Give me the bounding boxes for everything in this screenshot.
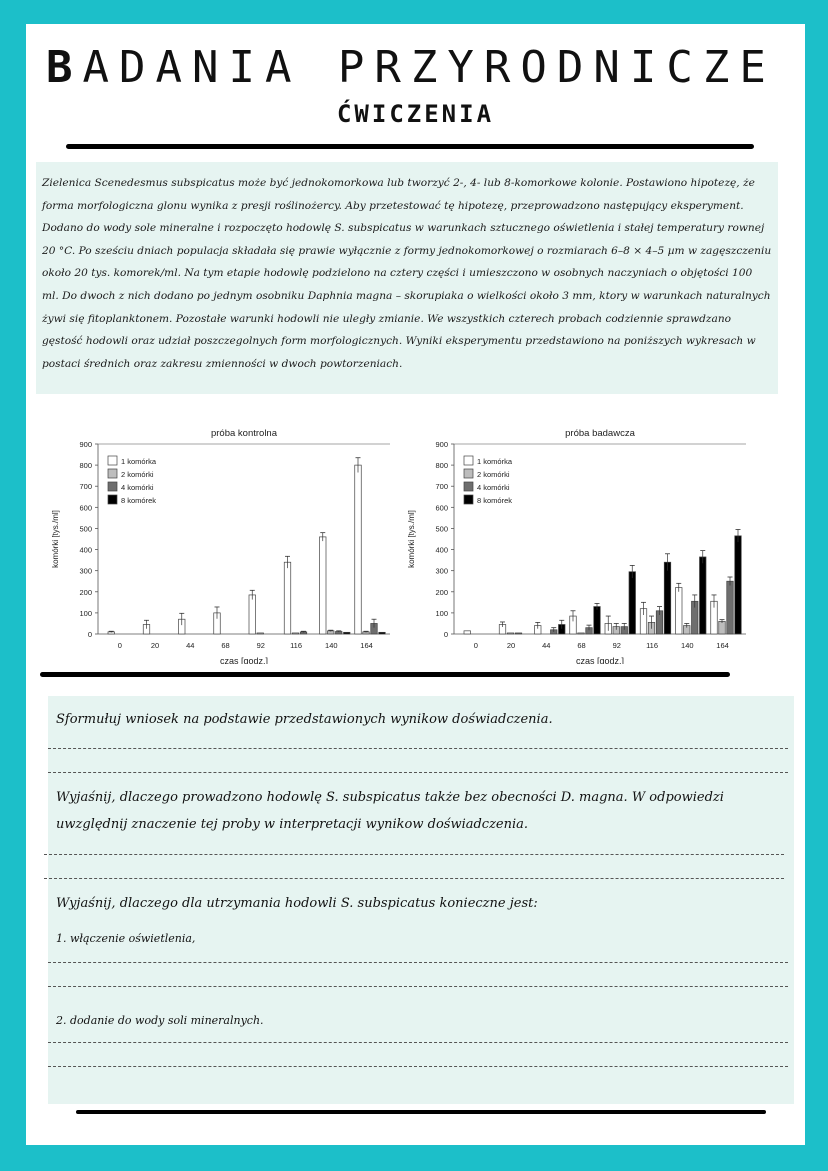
bar (578, 633, 585, 634)
chart-test (396, 414, 756, 664)
x-tick-label: 164 (360, 641, 373, 650)
x-tick-label: 20 (506, 641, 516, 650)
y-tick-label: 0 (87, 630, 92, 639)
y-axis-label: komórki [tys./ml] (407, 510, 416, 568)
legend-swatch (108, 495, 117, 504)
x-tick-label: 44 (542, 641, 551, 650)
bar (249, 595, 256, 634)
y-tick-label: 200 (79, 587, 92, 597)
legend-swatch (464, 456, 473, 465)
x-tick-label: 20 (150, 641, 160, 650)
bar (700, 557, 707, 634)
y-tick-label: 700 (435, 482, 448, 492)
x-tick-label: 116 (290, 641, 303, 650)
y-tick-label: 600 (79, 503, 92, 513)
bar (594, 607, 601, 634)
chart-control (40, 414, 400, 664)
legend-label: 8 komórek (477, 496, 513, 505)
bar (464, 631, 471, 634)
answer-line[interactable] (48, 986, 788, 987)
bar (515, 633, 522, 634)
y-tick-label: 400 (435, 545, 448, 555)
bar (719, 621, 726, 634)
y-tick-label: 100 (79, 608, 92, 618)
intro-box (36, 162, 778, 394)
bar (284, 562, 291, 634)
question-3-item-1: 1. włączenie oświetlenia, (56, 932, 196, 945)
bar (257, 633, 264, 634)
answer-line[interactable] (44, 854, 784, 855)
bar (676, 588, 683, 634)
question-3-item-2: 2. dodanie do wody soli mineralnych. (56, 1014, 264, 1027)
x-tick-label: 92 (256, 641, 265, 650)
bar (344, 632, 351, 634)
y-tick-label: 400 (79, 545, 92, 555)
page-subtitle: ĆWICZENIA (336, 100, 495, 128)
y-tick-label: 500 (79, 524, 92, 534)
legend-swatch (108, 456, 117, 465)
question-2: Wyjaśnij, dlaczego prowadzono hodowlę S. subspicatus także bez obecności D. magna. W odpowiedzi uwzględnij znaczenie tej proby w interpretacji wynikow doświadczenia. (56, 790, 724, 832)
y-tick-label: 500 (435, 524, 448, 534)
answer-line[interactable] (48, 1042, 788, 1043)
intro-text: Zielenica Scenedesmus subspicatus może być jednokomorkowa lub tworzyć 2-, 4- lub 8-komorkowe kolonie. Postawiono hipotezę, że forma morfologiczna glonu wynika z presji roślinożercy. Aby przetestować tę hipotezę, przeprowadzono następujący eksperyment. Dodano do wody sole mineralne i rozpoczęto hodowlę S. subspicatus w warunkach sztucznego oświetlenia i stałej temperatury rownej 20 °C. Po sześciu dniach populacja składała się prawie wyłącznie z formy jednokomorkowej o rozmiarach 6–8 × 4–5 µm w zagęszczeniu około 20 tys. komorek/ml. Na tym etapie hodowlę podzielono na cztery części i umieszczono w osobnych naczyniach o objętości 100 ml. Do dwoch z nich dodano po jednym osobniku Daphnia magna – skorupiaka o wielkości około 3 mm, ktory w warunkach naturalnych żywi się fitoplanktonem. Pozostałe warunki hodowli nie uległy zmianie. We wszystkich czterech probach codziennie sprawdzano gęstość hodowli oraz udział poszczegolnych form morfologicznych. Wyniki eksperymentu przedstawiono na poniższych wykresach w postaci średnich oraz zakresu zmienności w dwoch powtorzeniach. (42, 177, 772, 370)
legend-swatch (108, 469, 117, 478)
answer-line[interactable] (48, 748, 788, 749)
answer-line[interactable] (44, 878, 784, 879)
bar (629, 572, 636, 634)
bar (355, 465, 362, 634)
charts-divider (40, 672, 730, 677)
legend-label: 2 komórki (477, 470, 510, 479)
y-tick-label: 900 (79, 440, 92, 449)
bar (727, 581, 734, 634)
x-tick-label: 68 (577, 641, 586, 650)
bar (320, 537, 327, 634)
legend-label: 1 komórka (121, 457, 157, 466)
y-tick-label: 200 (435, 587, 448, 597)
x-tick-label: 68 (221, 641, 230, 650)
title-initial: B (46, 42, 83, 93)
y-tick-label: 900 (435, 440, 448, 449)
y-tick-label: 600 (435, 503, 448, 513)
question-3: Wyjaśnij, dlaczego dla utrzymania hodowli S. subspicatus konieczne jest: (56, 896, 538, 911)
y-tick-label: 0 (443, 630, 448, 639)
chart-title: próba badawcza (565, 428, 635, 439)
x-axis-label: czas [godz.] (575, 656, 625, 664)
x-tick-label: 44 (186, 641, 195, 650)
chart-test-svg (396, 414, 756, 664)
x-tick-label: 92 (612, 641, 621, 650)
y-tick-label: 800 (435, 461, 448, 471)
y-tick-label: 700 (79, 482, 92, 492)
bar (507, 633, 514, 634)
worksheet-page (26, 24, 805, 1145)
legend-swatch (108, 482, 117, 491)
x-tick-label: 0 (117, 641, 122, 650)
answer-line[interactable] (48, 772, 788, 773)
x-axis-label: czas [godz.] (219, 656, 269, 664)
y-tick-label: 300 (79, 566, 92, 576)
title-rest: ADANIA PRZYRODNICZE (82, 42, 776, 93)
x-tick-label: 0 (473, 641, 478, 650)
questions-box (48, 696, 794, 1104)
legend-swatch (464, 495, 473, 504)
x-tick-label: 140 (681, 641, 694, 650)
y-tick-label: 300 (435, 566, 448, 576)
question-1: Sformułuj wniosek na podstawie przedstawionych wynikow doświadczenia. (56, 712, 553, 727)
x-tick-label: 164 (716, 641, 729, 650)
legend-swatch (464, 469, 473, 478)
legend-label: 4 komórki (477, 483, 510, 492)
x-tick-label: 140 (325, 641, 338, 650)
chart-title: próba kontrolna (210, 428, 278, 439)
answer-line[interactable] (48, 1066, 788, 1067)
bar (379, 632, 386, 634)
bar (735, 536, 742, 634)
answer-line[interactable] (48, 962, 788, 963)
y-axis-label: komórki [tys./ml] (51, 510, 60, 568)
y-tick-label: 100 (435, 608, 448, 618)
chart-control-svg (40, 414, 400, 664)
header-divider (66, 144, 754, 149)
bar (292, 633, 299, 634)
legend-label: 1 komórka (477, 457, 513, 466)
legend-label: 8 komórek (121, 496, 157, 505)
legend-label: 2 komórki (121, 470, 154, 479)
footer-divider (76, 1110, 766, 1114)
x-tick-label: 116 (646, 641, 659, 650)
bar (664, 562, 671, 634)
page-title (46, 42, 786, 92)
y-tick-label: 800 (79, 461, 92, 471)
legend-swatch (464, 482, 473, 491)
legend-label: 4 komórki (121, 483, 154, 492)
